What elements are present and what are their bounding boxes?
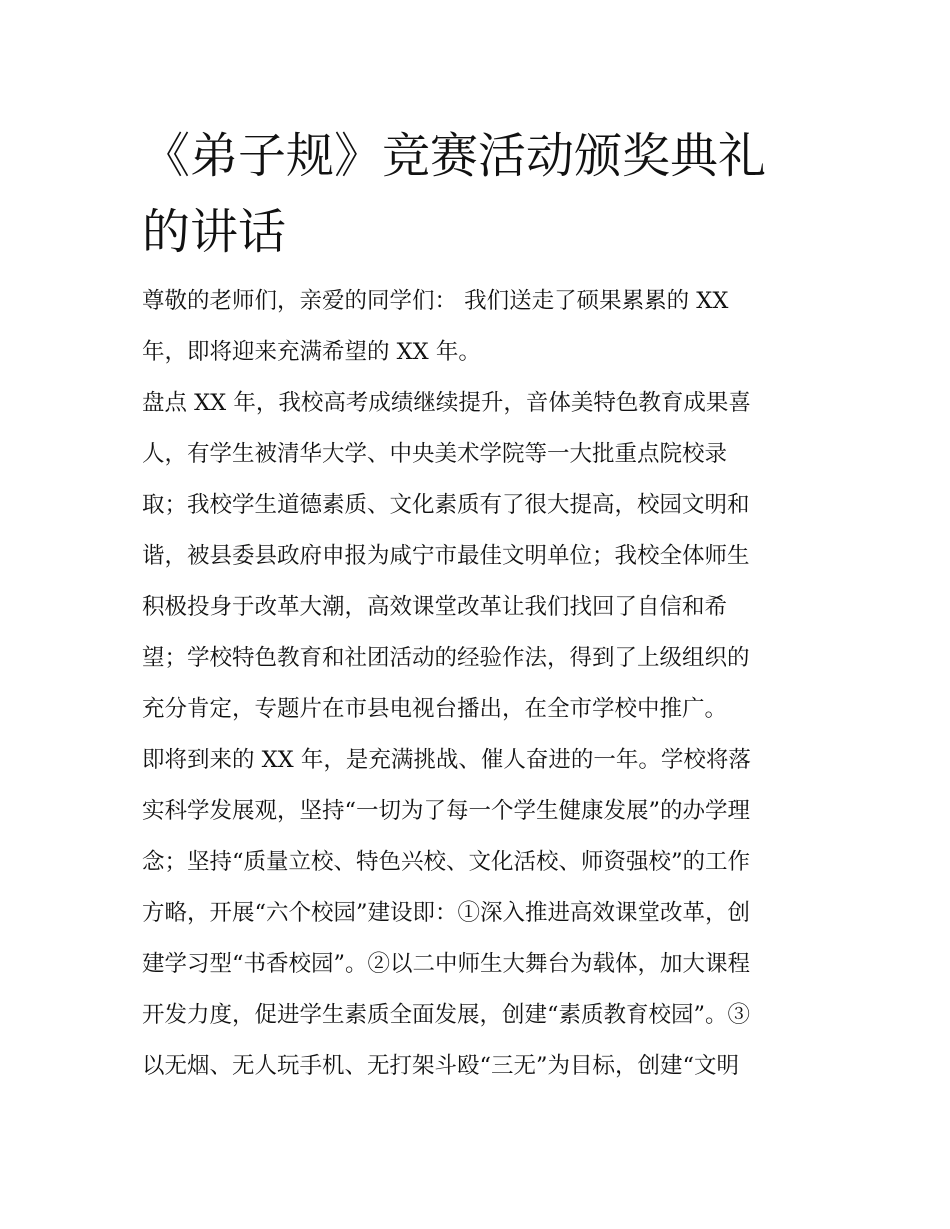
title-line: 的讲话 xyxy=(142,204,287,260)
body-line: 充分肯定，专题片在市县电视台播出，在全市学校中推广。 xyxy=(142,696,728,722)
body-line: 尊敬的老师们，亲爱的同学们： 我们送走了硕果累累的 XX xyxy=(142,288,729,314)
document-title xyxy=(142,118,822,270)
body-line: 望；学校特色教育和社团活动的经验作法，得到了上级组织的 xyxy=(142,645,750,671)
document-body xyxy=(142,276,822,1092)
body-line: 人，有学生被清华大学、中央美术学院等一大批重点院校录 xyxy=(142,441,728,467)
body-line: 建学习型“书香校园”。②以二中师生大舞台为载体，加大课程 xyxy=(142,951,751,977)
body-line: 即将到来的 XX 年，是充满挑战、催人奋进的一年。学校将落 xyxy=(142,747,751,773)
body-line: 取；我校学生道德素质、文化素质有了很大提高，校园文明和 xyxy=(142,492,750,518)
body-line: 以无烟、无人玩手机、无打架斗殴“三无”为目标，创建“文明 xyxy=(142,1053,740,1079)
body-line: 年，即将迎来充满希望的 XX 年。 xyxy=(142,339,481,365)
body-line: 实科学发展观，坚持“一切为了每一个学生健康发展”的办学理 xyxy=(142,798,751,824)
body-line: 谐，被县委县政府申报为咸宁市最佳文明单位；我校全体师生 xyxy=(142,543,750,569)
body-line: 方略，开展“六个校园”建设即：①深入推进高效课堂改革，创 xyxy=(142,900,751,926)
body-line: 盘点 XX 年，我校高考成绩继续提升，音体美特色教育成果喜 xyxy=(142,390,751,416)
body-line: 开发力度，促进学生素质全面发展，创建“素质教育校园”。③ xyxy=(142,1002,751,1028)
body-line: 积极投身于改革大潮，高效课堂改革让我们找回了自信和希 xyxy=(142,594,728,620)
title-line: 《弟子规》竞赛活动颁奖典礼 xyxy=(142,128,767,184)
body-line: 念；坚持“质量立校、特色兴校、文化活校、师资强校”的工作 xyxy=(142,849,751,875)
